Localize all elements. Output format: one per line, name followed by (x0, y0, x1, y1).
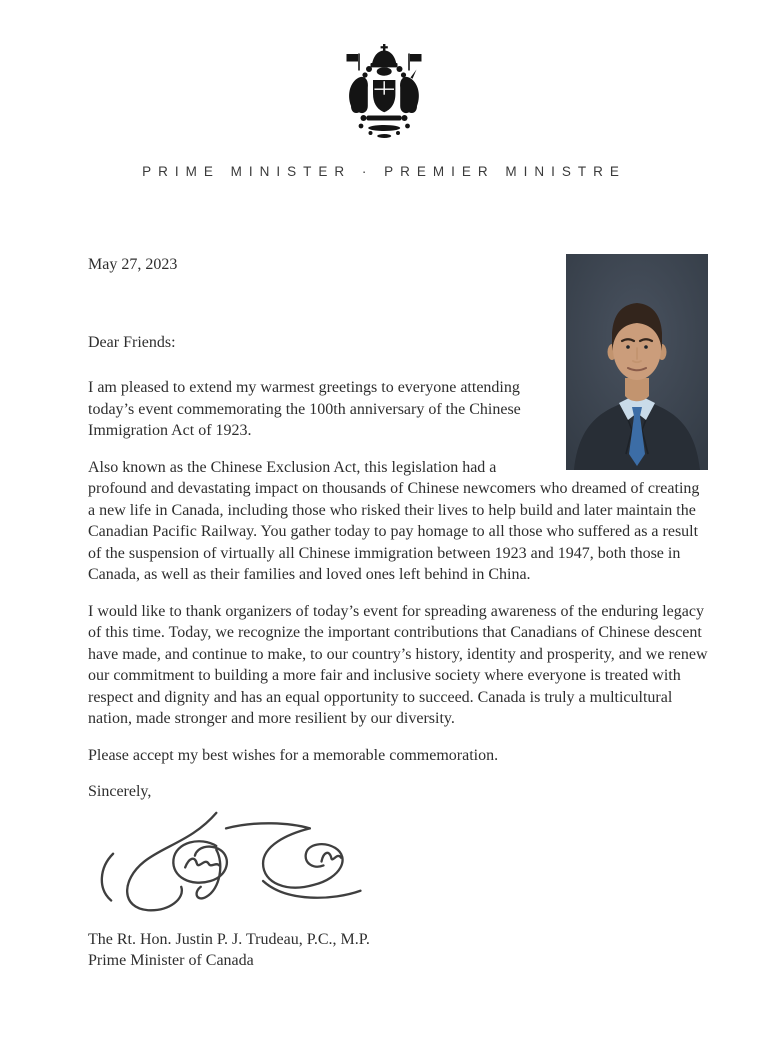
letterhead-title: PRIME MINISTER · PREMIER MINISTRE (142, 164, 626, 179)
signature-scrawl-icon (88, 807, 368, 919)
salutation: Dear Friends: (88, 333, 176, 351)
closing: Sincerely, (88, 783, 152, 800)
trudeau-portrait-photo (566, 254, 708, 470)
portrait-illustration (566, 254, 708, 470)
paragraph-history: Also known as the Chinese Exclusion Act, this legislation had a profound and devastating impact on thousands of Chinese newcomers who dreamed of creating a new life in Canada, including those who risked their lives to help build and later maintain the Canadian Pacific Railway. You gather today to pay homage to all those who suffered as a result of the suspension of virtually all Chinese immigration between 1923 and 1947, both those in Canada, as well as their families and loved ones left behind in China. (88, 458, 700, 583)
letterhead (0, 44, 768, 179)
paragraph-greeting: I am pleased to extend my warmest greetings to everyone attending today’s event commemorating the 100th anniversary of the Chinese Immigration Act of 1923. (88, 379, 521, 439)
paragraph-recognition: I would like to thank organizers of today’s event for spreading awareness of the enduring legacy of this time. Today, we recognize the important contributions that Canadians of Chinese descent have made, and continue to make, to our country’s history, identity and prosperity, and we renew our commitment to building a more fair and inclusive society where everyone is treated with respect and dignity and has an equal opportunity to succeed. Canada is truly a multicultural nation, made stronger and more resilient by our diversity. (88, 602, 708, 727)
paragraph-wishes: Please accept my best wishes for a memorable commemoration. (88, 746, 499, 764)
letter-date: May 27, 2023 (88, 256, 178, 273)
signature (88, 807, 708, 919)
signatory-name: The Rt. Hon. Justin P. J. Trudeau, P.C., M.P. (88, 930, 370, 948)
signatory-title: Prime Minister of Canada (88, 952, 254, 969)
canada-coat-of-arms-icon (341, 44, 427, 140)
letter-body (88, 254, 708, 972)
signoff-block (88, 929, 708, 972)
